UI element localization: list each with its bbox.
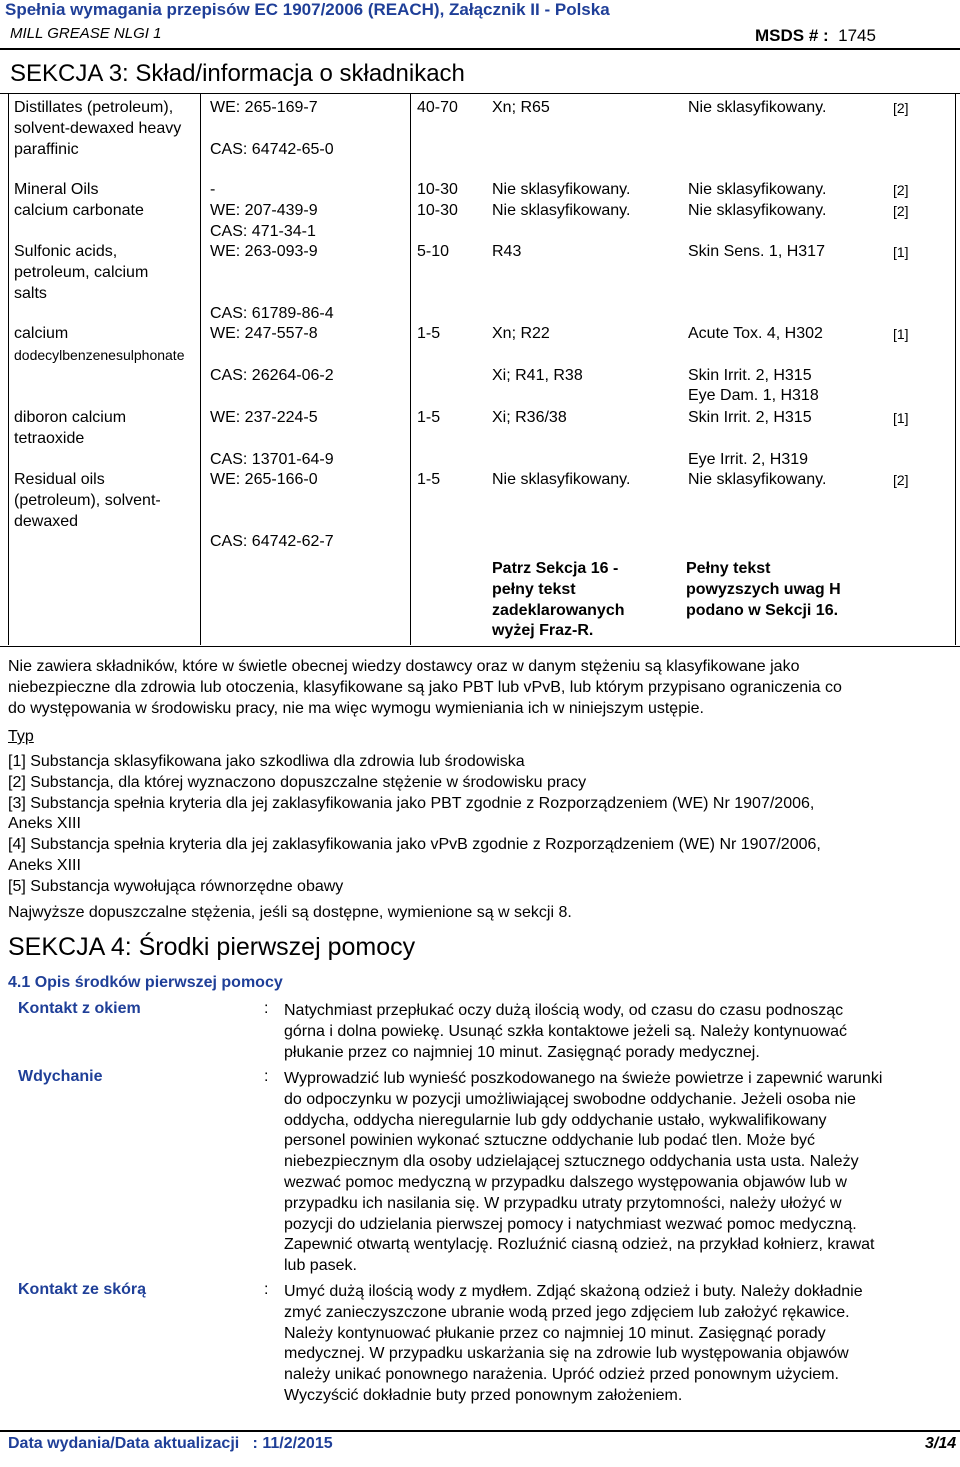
ingredient-concentration: 1-5 — [417, 325, 441, 342]
ingredient-concentration: 10-30 — [417, 181, 458, 198]
r-phrases-note-line: zadeklarowanych — [492, 601, 625, 619]
ingredient-identifier: CAS: 13701-64-9 — [210, 450, 334, 468]
type-list-item: [4] Substancja spełnia kryteria dla jej zaklasyfikowania jako vPvB zgodnie z Rozporządzeniem (WE) Nr 1907/2006, — [8, 836, 821, 854]
type-list-item: [3] Substancja spełnia kryteria dla jej zaklasyfikowania jako PBT zgodnie z Rozporządzeniem (WE) Nr 1907/2006, — [8, 794, 815, 812]
first-aid-text: należy unikać ponownego narażenia. Upróć odzież przed ponownym użyciem. — [284, 1366, 839, 1384]
ingredient-name: tetraoxide — [14, 429, 85, 447]
ingredient-type-note: [1] — [893, 244, 909, 260]
label-colon: : — [264, 1281, 269, 1298]
ingredient-identifier: CAS: 64742-62-7 — [210, 533, 334, 551]
ingredient-identifier: WE: 265-169-7 — [210, 99, 318, 116]
paragraph-line: niebezpieczne dla zdrowia lub otoczenia, klasyfikowane są jako PBT lub vPvB, lub którym przypisano ograniczenia co — [8, 678, 842, 696]
h-statements-note-line: powyzszych uwag H — [686, 580, 841, 598]
ingredient-identifier: WE: 207-439-9 — [210, 202, 318, 219]
first-aid-text: Zapewnić otwartą wentylację. Rozluźnić ciasną odzież, na przykład kołnierz, krawat — [284, 1236, 875, 1254]
first-aid-text: medycznej. W przypadku uskarżania się na zdrowie lub występowania objawów — [284, 1345, 849, 1363]
ingredient-type-note: [1] — [893, 326, 909, 342]
page-number: 3/14 — [925, 1435, 957, 1452]
table-col-rule — [200, 93, 201, 645]
ingredient-name: Distillates (petroleum), — [14, 99, 174, 116]
r-phrases-note-line: wyżej Fraz-R. — [492, 622, 594, 640]
ingredient-identifier: WE: 263-093-9 — [210, 243, 318, 260]
first-aid-text: płukanie przez co najmniej 10 minut. Zasięgnąć porady medycznej. — [284, 1043, 760, 1061]
ingredient-concentration: 40-70 — [417, 99, 458, 116]
first-aid-text: Należy kontynuować płukanie przez co najmniej 10 minut. Zasięgnąć porady — [284, 1324, 826, 1342]
classification-clp: Skin Irrit. 2, H315 — [688, 409, 812, 426]
ingredient-concentration: 10-30 — [417, 202, 458, 219]
classification-67-548: R43 — [492, 243, 522, 260]
h-statements-note-line: podano w Sekcji 16. — [686, 601, 839, 619]
ingredient-name: (petroleum), solvent- — [14, 491, 161, 509]
table-left-rule — [8, 93, 9, 645]
classification-clp: Acute Tox. 4, H302 — [688, 325, 823, 342]
first-aid-text: pozycji do udzielania pierwszej pomocy i natychmiast wezwać pomoc medyczną. — [284, 1215, 857, 1233]
ingredient-type-note: [2] — [893, 100, 909, 116]
section4-title: SEKCJA 4: Środki pierwszej pomocy — [8, 933, 416, 961]
first-aid-text: przypadku ich nasilania się. W przypadku utraty przytomności, należy ułożyć w — [284, 1194, 842, 1212]
ingredient-type-note: [2] — [893, 472, 909, 488]
subsection-4-1-title: 4.1 Opis środków pierwszej pomocy — [8, 974, 283, 991]
document-title: Spełnia wymagania przepisów EC 1907/2006 (REACH), Załącznik II - Polska — [5, 0, 610, 19]
h-statements-note-line: Pełny tekst — [686, 560, 771, 577]
ingredient-name: dewaxed — [14, 512, 79, 530]
first-aid-label: Kontakt z okiem — [18, 1000, 141, 1017]
classification-clp: Nie sklasyfikowany. — [688, 202, 827, 219]
product-name: MILL GREASE NLGI 1 — [10, 25, 162, 42]
r-phrases-note-line: pełny tekst — [492, 580, 576, 598]
ingredient-identifier: WE: 237-224-5 — [210, 409, 318, 426]
classification-clp: Nie sklasyfikowany. — [688, 99, 827, 116]
first-aid-text: lub pasek. — [284, 1257, 357, 1275]
first-aid-label: Wdychanie — [18, 1068, 103, 1085]
classification-clp: Nie sklasyfikowany. — [688, 471, 827, 488]
classification-clp: Skin Sens. 1, H317 — [688, 243, 825, 260]
first-aid-text: personel powinien wykonać sztuczne oddychanie lub podać tlen. Może być — [284, 1132, 815, 1150]
first-aid-text: górna i dolna powiekę. Usunąć szkła kontaktowe jeżeli są. Należy kontynuować — [284, 1022, 847, 1040]
ingredient-type-note: [2] — [893, 182, 909, 198]
ingredient-name: Residual oils — [14, 471, 105, 488]
ingredient-name: calcium carbonate — [14, 202, 144, 219]
label-colon: : — [264, 1000, 269, 1017]
ingredient-name: calcium — [14, 325, 69, 342]
ingredient-identifier: WE: 247-557-8 — [210, 325, 318, 342]
classification-67-548: Xi; R41, R38 — [492, 366, 583, 384]
type-list-item: Aneks XIII — [8, 815, 81, 833]
first-aid-text: wezwać pomoc medyczną w przypadku dalszego występowania objawów lub w — [284, 1174, 847, 1191]
classification-clp: Skin Irrit. 2, H315 — [688, 366, 812, 384]
ingredient-name: diboron calcium — [14, 409, 127, 426]
ingredient-identifier: - — [210, 181, 216, 198]
msds-number: MSDS # : 1745 — [755, 26, 876, 45]
ingredient-concentration: 1-5 — [417, 409, 441, 426]
ingredient-identifier: CAS: 26264-06-2 — [210, 366, 334, 384]
ingredient-type-note: [1] — [893, 410, 909, 426]
type-list-item: [5] Substancja wywołująca równorzędne obawy — [8, 877, 344, 895]
label-colon: : — [264, 1068, 269, 1085]
paragraph-line: do występowania w środowisku pracy, nie ma więc wymogu wymieniania ich w niniejszym ustępie. — [8, 699, 704, 717]
classification-67-548: Nie sklasyfikowany. — [492, 471, 631, 488]
paragraph-line: Nie zawiera składników, które w świetle obecnej wiedzy dostawcy oraz w danym stężeniu są klasyfikowane jako — [8, 658, 800, 675]
type-list-item: Aneks XIII — [8, 857, 81, 874]
limits-note: Najwyższe dopuszczalne stężenia, jeśli są dostępne, wymienione są w sekcji 8. — [8, 904, 572, 921]
table-top-rule — [0, 93, 960, 94]
ingredient-name: Mineral Oils — [14, 181, 99, 198]
ingredient-name: solvent-dewaxed heavy — [14, 119, 182, 137]
ingredient-identifier: CAS: 471-34-1 — [210, 222, 316, 240]
ingredient-name: petroleum, calcium — [14, 263, 149, 281]
ingredient-concentration: 5-10 — [417, 243, 450, 260]
typ-label: Typ — [8, 728, 34, 745]
footer-date: Data wydania/Data aktualizacji : 11/2/2015 — [8, 1435, 333, 1452]
classification-67-548: Xi; R36/38 — [492, 409, 567, 426]
first-aid-text: Wyprowadzić lub wynieść poszkodowanego na świeże powietrze i zapewnić warunki — [284, 1070, 883, 1087]
first-aid-text: Natychmiast przepłukać oczy dużą ilością wody, od czasu do czasu podnosząc — [284, 1002, 844, 1019]
first-aid-label: Kontakt ze skórą — [18, 1281, 147, 1298]
first-aid-text: niebezpiecznym dla osoby udzielającej sztucznego oddychania usta usta. Należy — [284, 1153, 859, 1171]
ingredient-concentration: 1-5 — [417, 471, 441, 488]
classification-clp: Eye Dam. 1, H318 — [688, 387, 819, 405]
ingredient-name: dodecylbenzenesulphonate — [14, 346, 185, 363]
first-aid-text: do odpoczynku w pozycji umożliwiającej swobodne oddychanie. Jeżeli osoba nie — [284, 1090, 856, 1108]
ingredient-type-note: [2] — [893, 203, 909, 219]
ingredient-name: Sulfonic acids, — [14, 243, 118, 260]
ingredient-name: salts — [14, 284, 47, 302]
type-list-item: [2] Substancja, dla której wyznaczono dopuszczalne stężenie w środowisku pracy — [8, 773, 587, 791]
first-aid-text: oddycha, oddycha nieregularnie lub gdy oddychanie ustało, wykwalifikowany — [284, 1111, 827, 1129]
type-list-item: [1] Substancja sklasyfikowana jako szkodliwa dla zdrowia lub środowiska — [8, 753, 525, 770]
table-col-rule — [410, 93, 411, 645]
classification-67-548: Nie sklasyfikowany. — [492, 181, 631, 198]
r-phrases-note-line: Patrz Sekcja 16 - — [492, 560, 619, 577]
section3-title: SEKCJA 3: Skład/informacja o składnikach — [10, 60, 465, 87]
ingredient-identifier: CAS: 61789-86-4 — [210, 305, 334, 323]
classification-67-548: Nie sklasyfikowany. — [492, 202, 631, 219]
classification-clp: Eye Irrit. 2, H319 — [688, 450, 809, 468]
classification-67-548: Xn; R65 — [492, 99, 550, 116]
header-rule — [0, 48, 960, 50]
ingredient-name: paraffinic — [14, 140, 79, 158]
table-bottom-rule — [0, 646, 960, 647]
classification-clp: Nie sklasyfikowany. — [688, 181, 827, 198]
first-aid-text: Umyć dużą ilością wody z mydłem. Zdjąć skażoną odzież i buty. Należy dokładnie — [284, 1283, 863, 1300]
footer-rule — [0, 1430, 960, 1432]
classification-67-548: Xn; R22 — [492, 325, 550, 342]
ingredient-identifier: CAS: 64742-65-0 — [210, 140, 334, 158]
first-aid-text: zmyć zanieczyszczone ubranie wodą przed jego zdjęciem lub założyć rękawice. — [284, 1303, 850, 1321]
first-aid-text: Wyczyścić dokładnie buty przed ponownym założeniem. — [284, 1387, 683, 1404]
ingredient-identifier: WE: 265-166-0 — [210, 471, 318, 488]
table-right-rule — [955, 93, 956, 645]
